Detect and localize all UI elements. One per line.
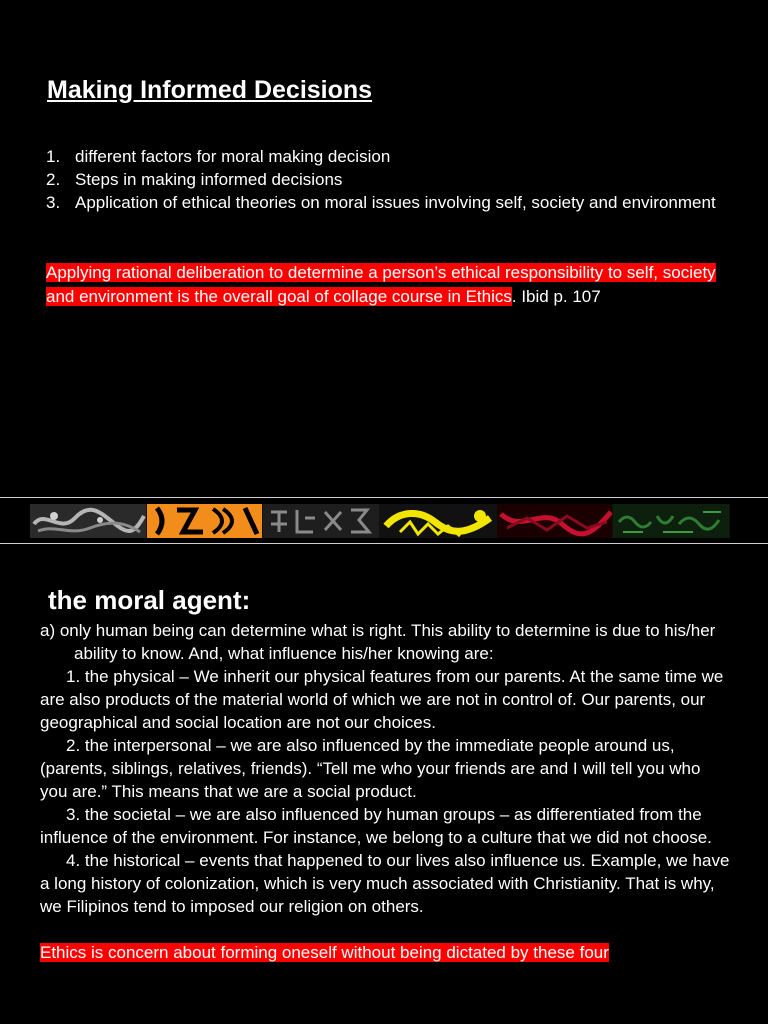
influence-paragraph-societal: 3. the societal – we are also influenced by human groups – as differentiated from the influence of the environment. For instance, we belong to a culture that we did not choose. [40,805,712,847]
slide-divider-bottom [0,543,768,544]
final-statement [40,941,730,964]
list-item [46,145,736,168]
slide-title: Making Informed Decisions [47,76,373,104]
dragon-gray-icon [30,504,147,538]
tribal-orange-icon [147,504,264,538]
list-item-text: Application of ethical theories on moral issues involving self, society and environment [75,193,716,212]
list-number: 1. [46,147,61,166]
citation: . Ibid p. 107 [511,287,601,306]
moral-agent-body [40,619,730,964]
section-heading: the moral agent: [48,585,251,615]
highlighted-final: Ethics is concern about forming oneself without being dictated by these four [40,943,609,962]
topic-list [46,145,736,214]
list-item [46,191,736,214]
glyphs-gray-icon [263,504,380,538]
script-green-icon [613,504,730,538]
decorative-banner [30,504,730,538]
influence-paragraph-physical: 1. the physical – We inherit our physical features from our parents. At the same time we are also products of the material world of which we are not in control of. Our parents, our geographical and social location are not our choices. [40,667,724,732]
goal-statement [46,261,736,309]
dragon-yellow-icon [380,504,497,538]
list-item [46,168,736,191]
list-item-text: different factors for moral making decision [75,147,391,166]
slide-divider-top [0,497,768,498]
influence-paragraph-historical: 4. the historical – events that happened to our lives also influence us. Example, we have a long history of colonization, which is very much associated with Christianity. That is why, we Filipinos tend to imposed our religion on others. [40,851,730,916]
point-a: a) only human being can determine what is right. This ability to determine is due to his/her ability to know. And, what influence his/her knowing are: [40,621,716,663]
influence-paragraph-interpersonal: 2. the interpersonal – we are also influenced by the immediate people around us, (parents, siblings, relatives, friends). “Tell me who your friends are and I will tell you who you are.” This means that we are a social product. [40,736,701,801]
list-number: 2. [46,170,61,189]
list-number: 3. [46,193,61,212]
list-item-text: Steps in making informed decisions [75,170,343,189]
dragon-red-icon [497,504,614,538]
slide-1 [0,0,768,490]
highlighted-goal: Applying rational deliberation to determine a person’s ethical responsibility to self, society and environment is the overall goal of collage course in Ethics [46,263,716,306]
